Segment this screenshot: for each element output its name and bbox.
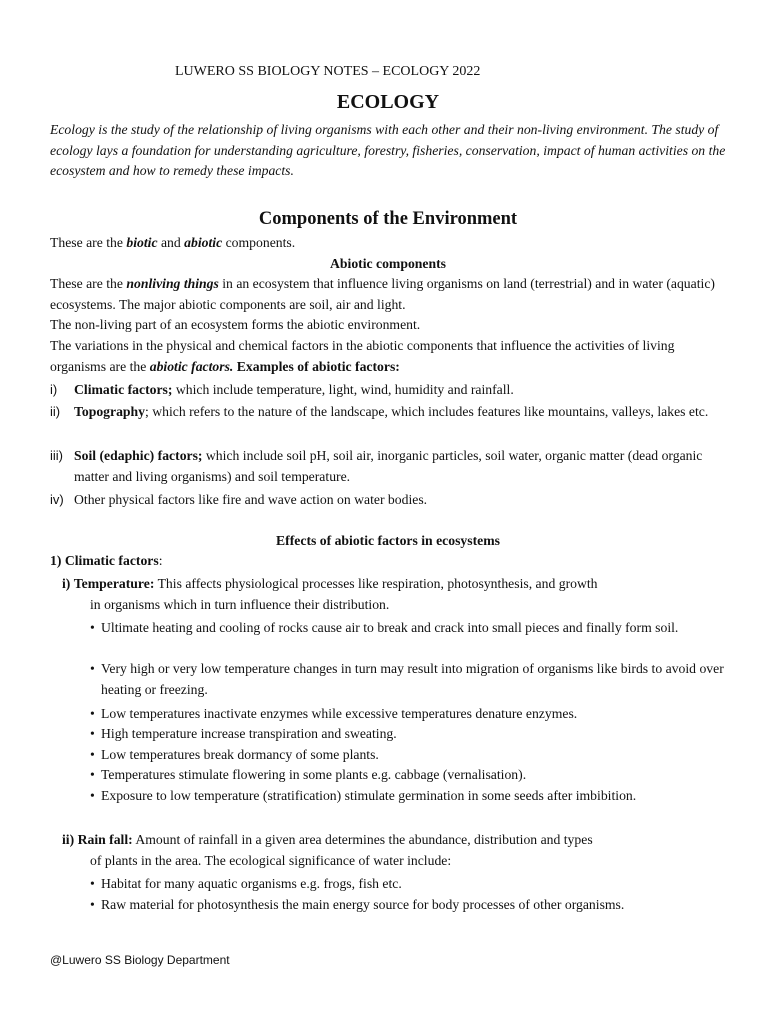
page-footer: @Luwero SS Biology Department (50, 953, 230, 967)
temperature-bullet: • Low temperatures break dormancy of some plants. (90, 747, 379, 762)
factor-item: ii) Topography; which refers to the nature of the landscape, which includes features like mountains, valleys, lakes etc. (50, 404, 709, 419)
climatic-heading: 1) Climatic factors: (50, 553, 163, 568)
temperature-heading: i) Temperature: This affects physiological processes like respiration, photosynthesis, and growth (62, 576, 598, 591)
section-title: Components of the Environment (258, 209, 518, 229)
rainfall-heading: ii) Rain fall: Amount of rainfall in a given area determines the abundance, distribution and types (62, 832, 593, 847)
temperature-bullet: • Ultimate heating and cooling of rocks cause air to break and crack into small pieces and finally form soil. (90, 620, 679, 635)
abiotic-heading: Abiotic components (330, 256, 446, 271)
abiotic-paragraph-2: The non-living part of an ecosystem forms the abiotic environment. (50, 317, 421, 332)
rainfall-bullet: • Habitat for many aquatic organisms e.g. frogs, fish etc. (90, 876, 402, 891)
abiotic-paragraph-1: These are the nonliving things in an ecosystem that influence living organisms on land (terrestrial) and in water (aquatic) ecosystems. The major abiotic components are soil, air and light. (50, 276, 715, 312)
abiotic-paragraph-3: The variations in the physical and chemical factors in the abiotic components that influence the activities of living organisms are the abiotic factors. Examples of abiotic factors: (50, 338, 675, 374)
factor-item: iii) Soil (edaphic) factors; which include soil pH, soil air, inorganic particles, soil water, organic matter (dead organic matter and living organisms) and soil temperature. (50, 448, 703, 484)
components-line: These are the biotic and abiotic components. (50, 235, 296, 250)
temperature-bullet: • Very high or very low temperature changes in turn may result into migration of organisms like birds to avoid over heating or freezing. (90, 661, 724, 697)
rainfall-line-2: of plants in the area. The ecological significance of water include: (90, 853, 452, 868)
temperature-bullet: • High temperature increase transpiration and sweating. (90, 726, 397, 741)
factor-item: iv) Other physical factors like fire and wave action on water bodies. (50, 492, 428, 507)
temperature-bullet: • Exposure to low temperature (stratification) stimulate germination in some seeds after imbibition. (90, 788, 637, 803)
rainfall-bullet: • Raw material for photosynthesis the main energy source for body processes of other organisms. (90, 897, 625, 912)
document-header: LUWERO SS BIOLOGY NOTES – ECOLOGY 2022 (175, 64, 481, 79)
page-title: ECOLOGY (336, 91, 440, 113)
temperature-bullet: • Low temperatures inactivate enzymes while excessive temperatures denature enzymes. (90, 706, 578, 721)
factor-item: i) Climatic factors; which include temperature, light, wind, humidity and rainfall. (50, 382, 514, 397)
temperature-bullet: • Temperatures stimulate flowering in some plants e.g. cabbage (vernalisation). (90, 767, 527, 782)
intro-paragraph: Ecology is the study of the relationship of living organisms with each other and their non-living environment. The study of ecology lays a foundation for understanding agriculture, forestry, fisheries, conservation, impact of human activities on the ecosystem and how to remedy these impacts. (50, 122, 726, 178)
effects-heading: Effects of abiotic factors in ecosystems (276, 533, 500, 548)
temperature-line-2: in organisms which in turn influence their distribution. (90, 597, 390, 612)
